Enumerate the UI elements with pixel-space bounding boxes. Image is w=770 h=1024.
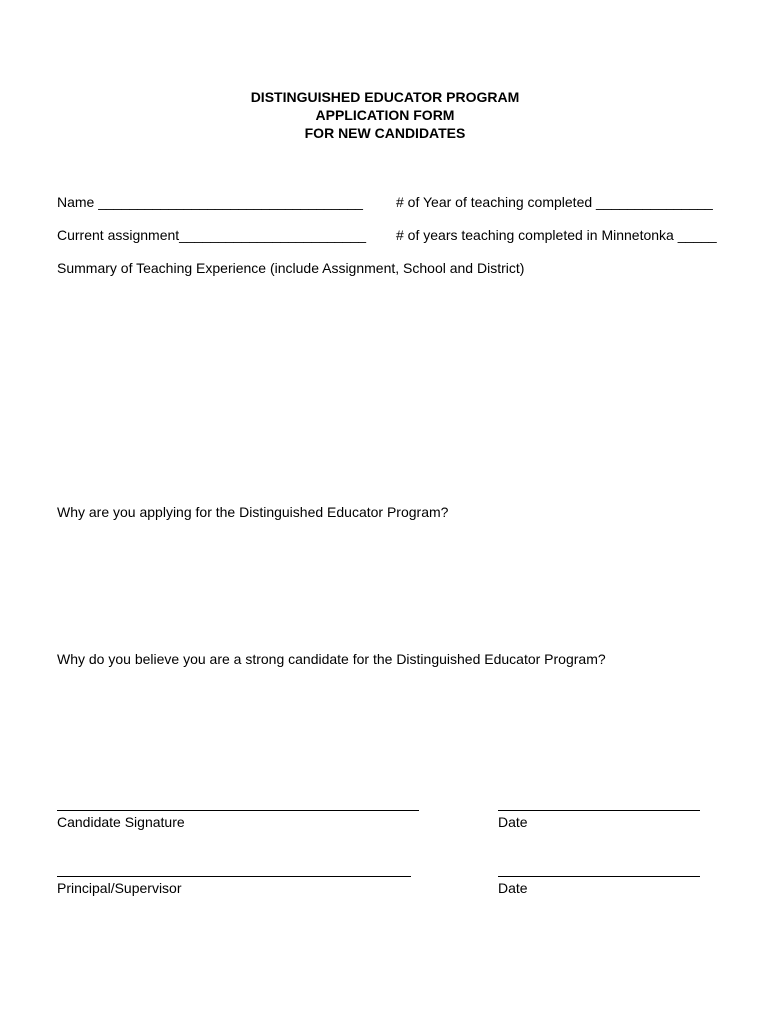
years-minnetonka-field[interactable]: # of years teaching completed in Minnetonka _____	[396, 227, 717, 243]
principal-signature-label: Principal/Supervisor	[57, 880, 182, 896]
title-line-form: APPLICATION FORM	[315, 107, 455, 123]
current-assignment-field[interactable]: Current assignment________________________	[57, 227, 367, 243]
why-strong-prompt: Why do you believe you are a strong candidate for the Distinguished Educator Program?	[57, 651, 606, 667]
title-line-candidates: FOR NEW CANDIDATES	[304, 125, 466, 141]
principal-date-line[interactable]	[498, 876, 700, 877]
candidate-signature-line[interactable]	[57, 810, 419, 811]
principal-signature-line[interactable]	[57, 876, 411, 877]
summary-prompt: Summary of Teaching Experience (include Assignment, School and District)	[57, 260, 525, 276]
title-line-program: DISTINGUISHED EDUCATOR PROGRAM	[250, 89, 520, 105]
why-applying-prompt: Why are you applying for the Distinguished Educator Program?	[57, 504, 449, 520]
candidate-date-line[interactable]	[498, 810, 700, 811]
candidate-signature-label: Candidate Signature	[57, 814, 185, 830]
years-teaching-field[interactable]: # of Year of teaching completed _______________	[396, 194, 713, 210]
form-title	[0, 88, 770, 142]
candidate-date-label: Date	[498, 814, 528, 830]
name-field[interactable]: Name __________________________________	[57, 194, 363, 210]
principal-date-label: Date	[498, 880, 528, 896]
